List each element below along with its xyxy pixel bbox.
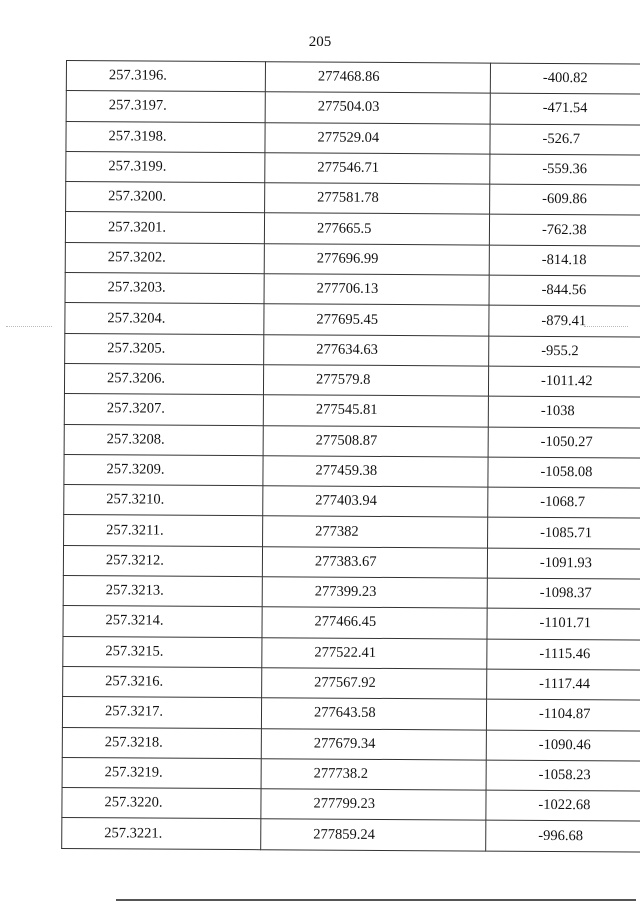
y-coordinate-cell: -955.2 bbox=[489, 336, 640, 368]
table-row bbox=[66, 61, 640, 95]
y-coordinate-cell: -1022.68 bbox=[486, 790, 640, 822]
x-coordinate-cell: 277799.23 bbox=[261, 789, 486, 821]
point-id-cell: 257.3202. bbox=[65, 242, 264, 274]
point-id-cell: 257.3219. bbox=[62, 757, 261, 789]
x-coordinate-cell: 277859.24 bbox=[261, 819, 486, 851]
y-coordinate-cell: -1098.37 bbox=[487, 578, 640, 610]
x-coordinate-cell: 277706.13 bbox=[264, 274, 489, 306]
x-coordinate-cell: 277679.34 bbox=[261, 728, 486, 760]
x-coordinate-cell: 277696.99 bbox=[264, 243, 489, 275]
y-coordinate-cell: -814.18 bbox=[489, 245, 640, 277]
scan-speck-left bbox=[6, 326, 52, 328]
table-row bbox=[62, 727, 640, 761]
y-coordinate-cell: -1011.42 bbox=[488, 366, 640, 398]
point-id-cell: 257.3221. bbox=[62, 818, 261, 850]
x-coordinate-cell: 277665.5 bbox=[264, 213, 489, 245]
y-coordinate-cell: -609.86 bbox=[490, 184, 640, 216]
x-coordinate-cell: 277383.67 bbox=[262, 546, 487, 578]
y-coordinate-cell: -1090.46 bbox=[486, 730, 640, 762]
y-coordinate-cell: -1038 bbox=[488, 396, 640, 428]
point-id-cell: 257.3213. bbox=[63, 576, 262, 608]
x-coordinate-cell: 277643.58 bbox=[261, 698, 486, 730]
point-id-cell: 257.3205. bbox=[65, 333, 264, 365]
x-coordinate-cell: 277695.45 bbox=[264, 304, 489, 336]
y-coordinate-cell: -996.68 bbox=[486, 821, 640, 853]
y-coordinate-cell: -1068.7 bbox=[488, 487, 640, 519]
point-id-cell: 257.3196. bbox=[66, 61, 265, 93]
table-row bbox=[66, 151, 640, 185]
x-coordinate-cell: 277382 bbox=[263, 516, 488, 548]
table-row bbox=[65, 273, 640, 307]
table-row bbox=[65, 303, 640, 337]
point-id-cell: 257.3201. bbox=[65, 212, 264, 244]
page-number: 205 bbox=[308, 34, 332, 50]
point-id-cell: 257.3210. bbox=[64, 485, 263, 517]
x-coordinate-cell: 277567.92 bbox=[262, 668, 487, 700]
table-row bbox=[63, 576, 640, 610]
y-coordinate-cell: -762.38 bbox=[489, 215, 640, 247]
point-id-cell: 257.3206. bbox=[64, 363, 263, 395]
coordinates-table-wrapper bbox=[61, 60, 593, 852]
x-coordinate-cell: 277468.86 bbox=[265, 62, 490, 94]
table-row bbox=[62, 757, 640, 791]
x-coordinate-cell: 277459.38 bbox=[263, 456, 488, 488]
y-coordinate-cell: -1058.08 bbox=[488, 457, 640, 489]
x-coordinate-cell: 277545.81 bbox=[263, 395, 488, 427]
table-row bbox=[64, 424, 640, 458]
table-row bbox=[63, 545, 640, 579]
y-coordinate-cell: -1101.71 bbox=[487, 608, 640, 640]
table-row bbox=[64, 515, 640, 549]
table-row bbox=[65, 333, 640, 367]
point-id-cell: 257.3199. bbox=[66, 151, 265, 183]
table-row bbox=[63, 606, 640, 640]
table-row bbox=[63, 636, 640, 670]
scan-bottom-edge bbox=[116, 899, 636, 901]
y-coordinate-cell: -844.56 bbox=[489, 275, 640, 307]
table-row bbox=[65, 212, 640, 246]
x-coordinate-cell: 277579.8 bbox=[263, 365, 488, 397]
point-id-cell: 257.3200. bbox=[66, 182, 265, 214]
table-row bbox=[64, 394, 640, 428]
point-id-cell: 257.3197. bbox=[66, 91, 265, 123]
table-row bbox=[66, 91, 640, 125]
point-id-cell: 257.3214. bbox=[63, 606, 262, 638]
y-coordinate-cell: -1104.87 bbox=[486, 699, 640, 731]
x-coordinate-cell: 277522.41 bbox=[262, 637, 487, 669]
point-id-cell: 257.3218. bbox=[62, 727, 261, 759]
x-coordinate-cell: 277581.78 bbox=[265, 183, 490, 215]
table-row bbox=[64, 485, 640, 519]
point-id-cell: 257.3211. bbox=[64, 515, 263, 547]
y-coordinate-cell: -879.41 bbox=[489, 305, 640, 337]
table-row bbox=[62, 788, 640, 822]
y-coordinate-cell: -1117.44 bbox=[487, 669, 640, 701]
point-id-cell: 257.3204. bbox=[65, 303, 264, 335]
table-row bbox=[66, 182, 640, 216]
y-coordinate-cell: -1085.71 bbox=[488, 518, 640, 550]
y-coordinate-cell: -400.82 bbox=[490, 63, 640, 95]
table-row bbox=[62, 697, 640, 731]
x-coordinate-cell: 277634.63 bbox=[264, 334, 489, 366]
y-coordinate-cell: -526.7 bbox=[490, 124, 640, 156]
point-id-cell: 257.3217. bbox=[62, 697, 261, 729]
table-row bbox=[62, 818, 640, 852]
x-coordinate-cell: 277466.45 bbox=[262, 607, 487, 639]
x-coordinate-cell: 277399.23 bbox=[262, 577, 487, 609]
y-coordinate-cell: -559.36 bbox=[490, 154, 640, 186]
coordinates-table bbox=[61, 60, 640, 853]
point-id-cell: 257.3215. bbox=[63, 636, 262, 668]
x-coordinate-cell: 277546.71 bbox=[265, 153, 490, 185]
y-coordinate-cell: -1058.23 bbox=[486, 760, 640, 792]
table-row bbox=[66, 121, 640, 155]
y-coordinate-cell: -1115.46 bbox=[487, 639, 640, 671]
point-id-cell: 257.3198. bbox=[66, 121, 265, 153]
x-coordinate-cell: 277738.2 bbox=[261, 759, 486, 791]
y-coordinate-cell: -471.54 bbox=[490, 93, 640, 125]
point-id-cell: 257.3216. bbox=[63, 666, 262, 698]
coordinates-table-body bbox=[62, 61, 640, 853]
x-coordinate-cell: 277529.04 bbox=[265, 122, 490, 154]
x-coordinate-cell: 277403.94 bbox=[263, 486, 488, 518]
x-coordinate-cell: 277508.87 bbox=[263, 425, 488, 457]
point-id-cell: 257.3220. bbox=[62, 788, 261, 820]
y-coordinate-cell: -1091.93 bbox=[487, 548, 640, 580]
x-coordinate-cell: 277504.03 bbox=[265, 92, 490, 124]
point-id-cell: 257.3207. bbox=[64, 394, 263, 426]
point-id-cell: 257.3209. bbox=[64, 454, 263, 486]
table-row bbox=[64, 363, 640, 397]
point-id-cell: 257.3203. bbox=[65, 273, 264, 305]
point-id-cell: 257.3212. bbox=[63, 545, 262, 577]
table-row bbox=[65, 242, 640, 276]
y-coordinate-cell: -1050.27 bbox=[488, 427, 640, 459]
table-row bbox=[64, 454, 640, 488]
point-id-cell: 257.3208. bbox=[64, 424, 263, 456]
table-row bbox=[63, 666, 640, 700]
